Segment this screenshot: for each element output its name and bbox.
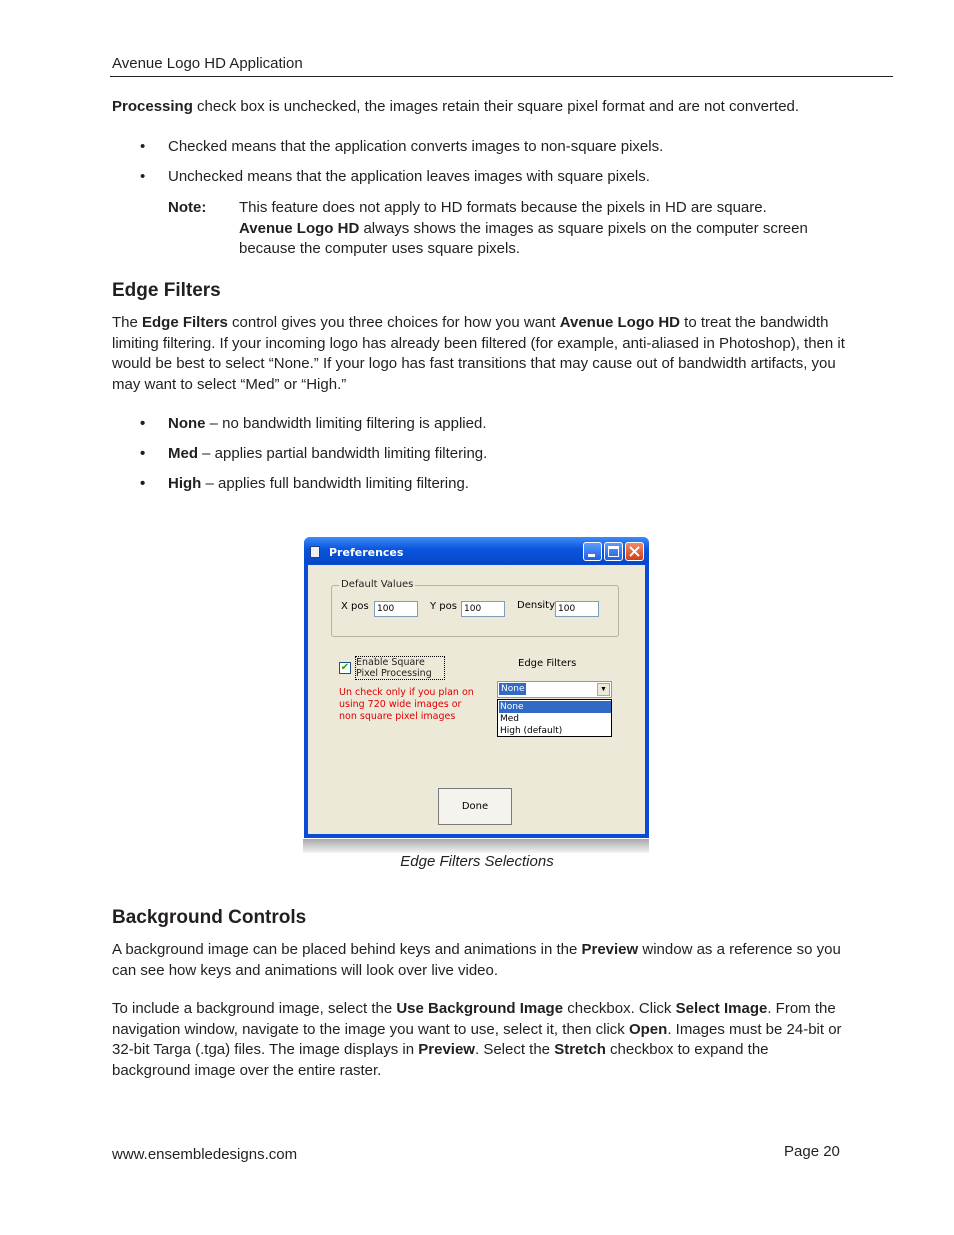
- bold-run: None: [168, 415, 206, 432]
- footer-url: www.ensembledesigns.com: [112, 1146, 298, 1163]
- chevron-down-icon[interactable]: ▼: [597, 683, 610, 696]
- bullet-dot: •: [140, 445, 146, 462]
- minimize-button[interactable]: [583, 542, 602, 561]
- note-line-3: because the computer uses square pixels.: [239, 240, 520, 258]
- ypos-label: Y pos: [430, 601, 457, 612]
- background-paragraph-1: [112, 940, 847, 981]
- edge-filters-select[interactable]: [497, 681, 612, 698]
- bold-run: High: [168, 475, 202, 492]
- background-paragraph-2: [112, 999, 847, 1082]
- maximize-button[interactable]: [604, 542, 623, 561]
- note-bold: Avenue Logo HD: [239, 219, 360, 237]
- bold-run: Use Background Image: [396, 1000, 564, 1017]
- text-run: . From the navigation window, navigate to the image you want to use, select it, then click: [112, 1000, 836, 1038]
- bold-run: Med: [168, 445, 198, 462]
- dropdown-option-none[interactable]: None: [499, 701, 611, 713]
- text-run: A background image can be placed behind keys and animations in the: [112, 941, 582, 958]
- group-legend: Default Values: [341, 579, 414, 590]
- intro-text: check box is unchecked, the images retain their square pixel format and are not converted.: [192, 98, 800, 115]
- note-text: [239, 198, 849, 260]
- dropdown-option-high[interactable]: High (default): [500, 726, 563, 736]
- list-item-text: [168, 414, 487, 434]
- square-pixel-label[interactable]: Enable Square Pixel Processing: [355, 656, 445, 680]
- app-icon: [310, 546, 320, 558]
- text-run: The: [112, 314, 143, 331]
- list-item-text: [168, 474, 469, 494]
- list-item-text: Unchecked means that the application leaves images with square pixels.: [168, 168, 650, 185]
- bold-run: Preview: [418, 1041, 475, 1059]
- text-run: to treat the bandwidth limiting filtering. If your incoming logo has already been filtered (for example, anti-aliased in Photoshop), then it would be best to select “None.” If your logo has fast transitions that may cause out of bandwidth artifacts, you may want to select “Med” or “High.”: [112, 314, 845, 394]
- minimize-icon: [588, 554, 595, 557]
- density-input[interactable]: 100: [555, 601, 599, 617]
- intro-paragraph: [112, 97, 847, 118]
- text-run: – applies full bandwidth limiting filtering.: [201, 475, 469, 492]
- background-controls-heading: Background Controls: [112, 907, 307, 928]
- list-item-text: [168, 444, 487, 464]
- square-pixel-checkbox[interactable]: ✔: [340, 662, 350, 673]
- page-number: Page 20: [784, 1143, 840, 1160]
- square-pixel-warning: Un check only if you plan on using 720 wide images or non square pixel images: [339, 687, 474, 722]
- text-run: checkbox. Click: [563, 1000, 676, 1017]
- bold-run: Avenue Logo HD: [559, 314, 680, 331]
- bullet-dot: •: [140, 138, 146, 155]
- bullet-dot: •: [140, 168, 146, 185]
- xpos-label: X pos: [341, 601, 369, 612]
- bold-run: Open: [628, 1020, 668, 1038]
- bullet-dot: •: [140, 475, 146, 492]
- note-line-1: This feature does not apply to HD formats because the pixels in HD are square.: [239, 199, 767, 216]
- xpos-input[interactable]: 100: [374, 601, 418, 617]
- bullet-dot: •: [140, 415, 146, 432]
- intro-bold: Processing: [112, 98, 193, 115]
- note-label: Note:: [168, 199, 207, 216]
- dialog-client-area: [308, 565, 645, 834]
- title-bar[interactable]: [304, 537, 649, 564]
- bold-run: Edge Filters: [142, 314, 228, 331]
- text-run: – no bandwidth limiting filtering is applied.: [205, 415, 487, 432]
- dialog-title: Preferences: [329, 546, 404, 559]
- text-run: . Select the: [474, 1041, 555, 1059]
- preferences-dialog: [304, 537, 649, 838]
- edge-filters-heading: Edge Filters: [112, 280, 221, 301]
- bold-run: Preview: [581, 941, 639, 958]
- close-icon: [629, 546, 640, 557]
- text-run: To include a background image, select the: [112, 1000, 397, 1017]
- note-line-2: always shows the images as square pixels on the computer screen: [359, 219, 808, 237]
- density-label: Density: [517, 600, 556, 611]
- maximize-icon: [608, 546, 619, 557]
- edge-filters-paragraph: [112, 313, 847, 396]
- edge-filters-label: Edge Filters: [518, 658, 577, 669]
- select-value: None: [501, 684, 525, 694]
- header-rule: [110, 76, 893, 77]
- list-item-text: Checked means that the application converts images to non-square pixels.: [168, 138, 664, 155]
- bold-run: Stretch: [554, 1041, 606, 1059]
- close-button[interactable]: [625, 542, 644, 561]
- dialog-shadow: [303, 839, 649, 853]
- done-button[interactable]: Done: [438, 788, 512, 825]
- running-header: Avenue Logo HD Application: [112, 55, 303, 72]
- ypos-input[interactable]: 100: [461, 601, 505, 617]
- edge-filters-dropdown: [497, 699, 612, 737]
- figure-caption: Edge Filters Selections: [400, 853, 554, 870]
- bold-run: Select Image: [675, 1000, 768, 1017]
- text-run: control gives you three choices for how you want: [227, 314, 560, 331]
- text-run: window as a reference so you can see how keys and animations will look over live video.: [112, 941, 841, 979]
- dropdown-option-med[interactable]: Med: [500, 714, 520, 724]
- text-run: – applies partial bandwidth limiting filtering.: [198, 445, 488, 462]
- text-run: checkbox to expand the background image over the entire raster.: [112, 1041, 769, 1080]
- text-run: . Images must be 24-bit or 32-bit Targa (.tga) files. The image displays in: [112, 1020, 842, 1059]
